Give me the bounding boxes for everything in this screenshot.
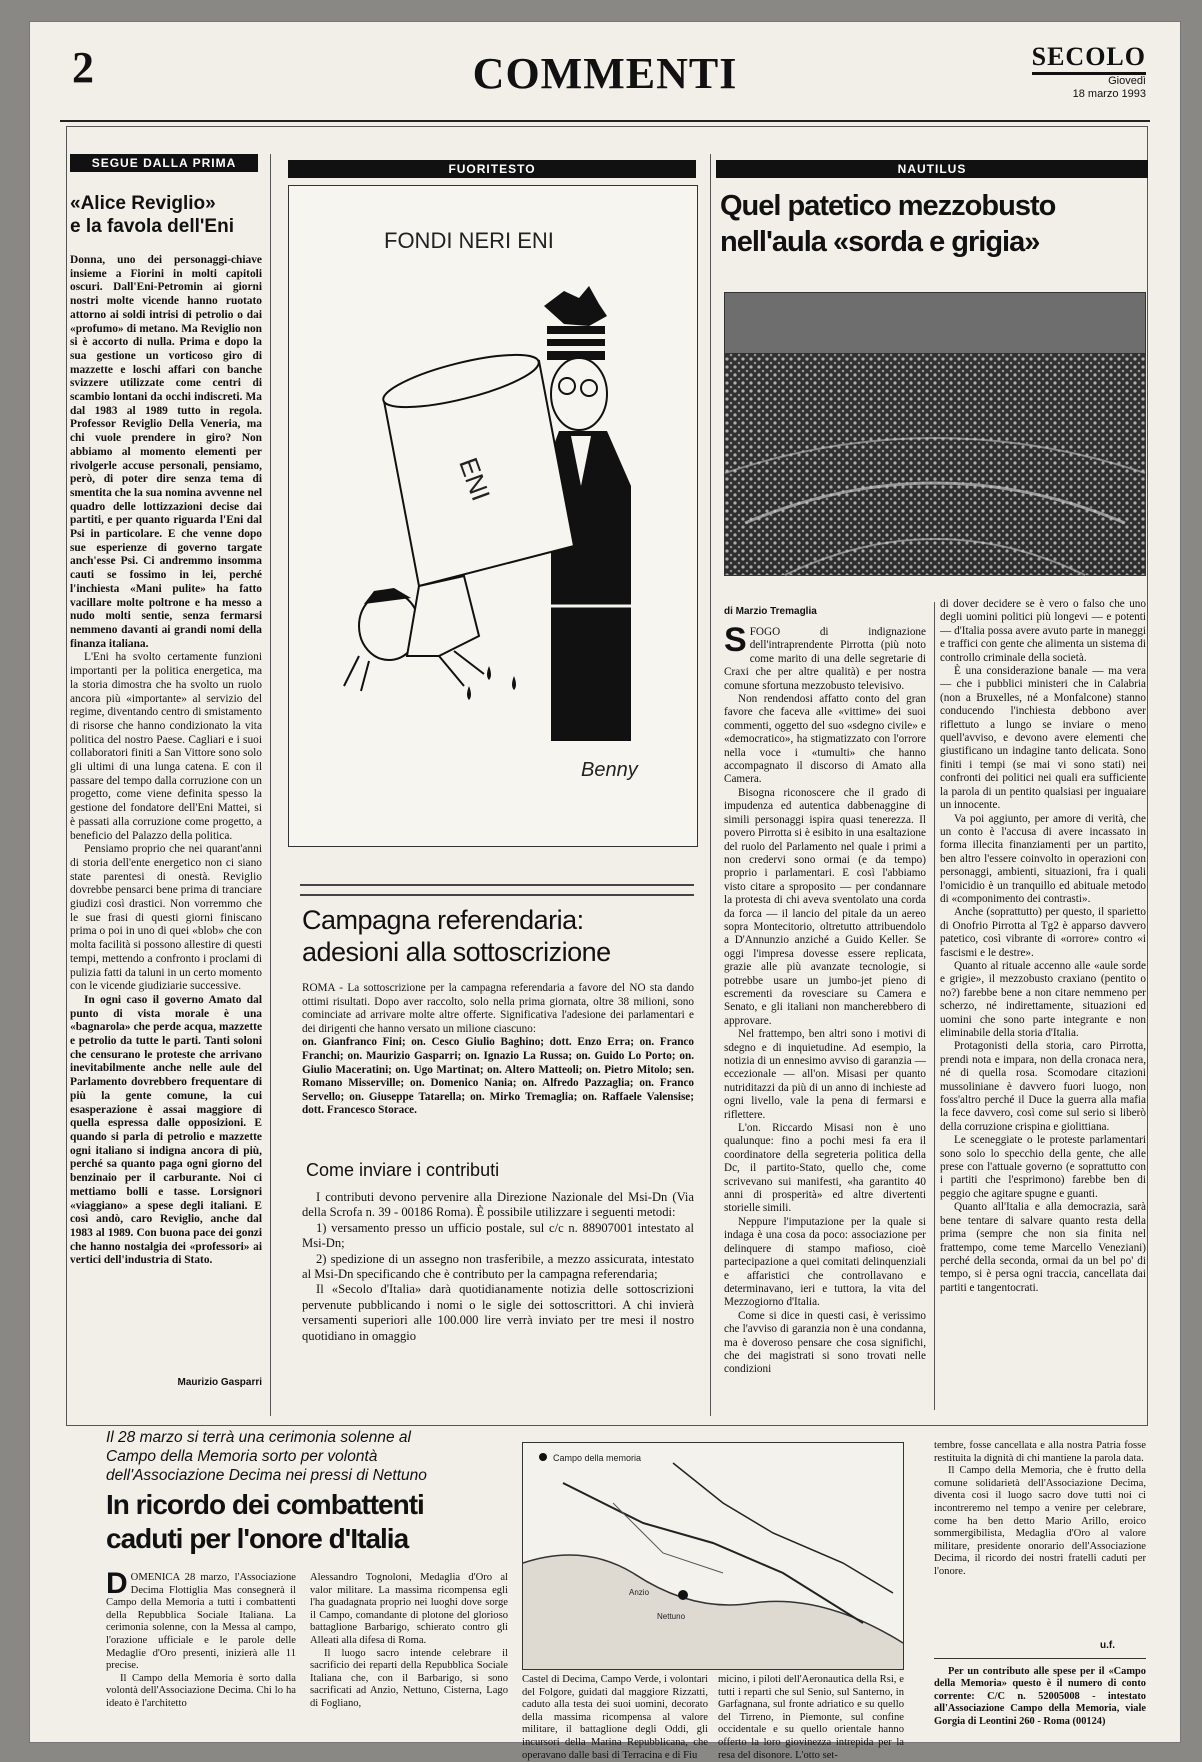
col3-paragraph: Non rendendosi affatto conto del gran favore che faceva alle «vittime» dei suoi commenti, oggetto del suo «sdegno civile» e «democratico», ha stigmatizzato con l'orrore nella voce i «tumulti» che hanno accompagnato il discorso di Amato alla Camera. [724,693,926,786]
bottom-col1 [106,1567,296,1740]
col1-paragraph: Donna, uno dei personaggi-chiave insieme a Fiorini in molti capitoli oscuri. Dall'Eni-Petromin ai giorni nostri molte vicende hanno ruotato attorno ai soldi intrisi di petrolio o dai «profumo» di metano. Ma Reviglio non si è accorto di nulla. Prima e dopo la sua gestione un vorticoso giro di mazzette e loschi affari con banche svizzere utilizzate come centri di scambio lontani da occhi indiscreti. Ma dal 1983 al 1989 tutto in regola. Professor Reviglio Della Veneria, ma chi vuole prendere in giro? Non abbiamo al momento elementi per rivolgerle accuse personali, pensiamo, però, di poter dire senza tema di smentita che la sua nomina avvenne nel quadro delle lottizzazioni decise dai partiti, e per quanto riguarda l'Eni dal Psi in particolare. E che venne dopo sue esperienze di governo targate anch'esse Psi. Ci andremmo insomma cauti se fossimo in lei, perché l'inchiesta «Mani pulite» ha fatto vacillare molte poltrone e ha messo a nudo molti sentie, senza fermarsi nemmeno davanti ai grandi nomi della finanza italiana. [70,254,262,650]
col1-headline-line2: e la favola dell'Eni [70,216,234,237]
col2-paragraph: 2) spedizione di un assegno non trasferibile, a mezzo assicurata, intestato al Msi-Dn specificando che è contributo per la campagna referendaria; [302,1251,694,1282]
bottom-paragraph [106,1567,296,1673]
bottom-paragraph: Il Campo della Memoria, che è frutto della comune solidarietà dell'Associazione Decima, diventa così il luogo sacro dove tutti noi ci incontreremo nel tempo a venire per celebrare, come ha ben detto Mario Arillo, eroico sommergibilista, Medaglia d'Oro al valore militare, presidente onorario dell'Associazione Decima, il ricordo dei nostri fratelli caduti per l'onore. [934,1465,1146,1577]
bottom-paragraph: Alessandro Tognoloni, Medaglia d'Oro al valor militare. La massima ricompensa egli l'ha guadagnata proprio nei luoghi dove sorge il Campo, comandante di plotone del glorioso battaglione Barbarigo, schierato contro gli Alleati alla difesa di Roma. [310,1572,508,1646]
cartoon-caption: FONDI NERI ENI [384,228,554,253]
header-rule [60,120,1150,122]
col2-kicker: FUORITESTO [288,160,696,178]
bottom-col4 [718,1674,904,1761]
drop-cap: D [106,1567,128,1600]
donation-text: Per un contributo alle spese per il «Campo della Memoria» questo è il numero di conto corrente: C/C n. 52005008 - intestato all'Associazione Campo della Memoria, viale Gorgia di Leontini 260 - Roma (00124) [934,1666,1146,1727]
bottom-paragraph: Il Campo della Memoria è sorto dalla volontà dell'Associazione Decima. Chi lo ha ideato è l'architetto [106,1672,296,1709]
double-rule [300,884,694,896]
map-town-label: Nettuno [657,1612,686,1621]
logo-text: SECOLO [1032,42,1146,75]
map-town-label: Anzio [629,1588,650,1597]
bottom-headline-line1: In ricordo dei combattenti [106,1489,424,1520]
bottom-col2 [310,1572,508,1740]
man-face [551,358,607,430]
col2-paragraph: I contributi devono pervenire alla Direzione Nazionale del Msi-Dn (Via della Scrofa n. 39 - 00186 Roma). È possibile utilizzare i seguenti metodi: [302,1190,694,1220]
col1-paragraph: Pensiamo proprio che nei quarant'anni di storia dell'ente energetico non ci siano state parentesi di onestà. Reviglio dovrebbe pensarci bene prima di tranciare giudizi così drastici. Non vorremmo che le sue frasi di questi giorni finiscano prima o poi in uno di quei «blob» che con molta facilità si possono allestire di questi tempi, mettendo a confronto i proclami di pulizia fatti da taluni in un certo momento con le vicende giudiziarie successive. [70,843,263,993]
col4-paragraph: Le sceneggiate o le proteste parlamentari sono solo lo specchio della gente, che alle prese con l'attuale governo (e soprattutto con i partiti che l'esprimono) farebbe ben di peggio che agitare spugne e guanti. [940,1134,1146,1200]
map-legend-label: Campo della memoria [553,1453,642,1463]
col3-headline-line2: nell'aula «sorda e grigia» [720,226,1040,258]
col3-lead-text: FOGO di indignazione dell'intraprendente Pirrotta (più noto come marito di una delle segretarie di Craxi che per altre qualità) e per nostra comune sfortuna mezzobusto televisivo. [724,626,926,692]
bottom-paragraph: micino, i piloti dell'Aeronautica della Rsi, e tutti i reparti che sul Senio, sul Santerno, in Garfagnana, sul fronte adriatico e su quello del Tirreno, in Piemonte, sul confine occidentale e su quello orientale hanno offerto la loro giovinezza intrepida per la resa del disonore. L'otto set- [718,1674,904,1761]
col2-names: on. Gianfranco Fini; on. Cesco Giulio Baghino; dott. Enzo Erra; on. Franco Franchi; on. Maurizio Gasparri; on. Ignazio La Russa; on. Guido Lo Porto; on. Giulio Maceratini; on. Ugo Martinat; on. Altero Matteoli; on. Pietro Mitolo; sen. Romano Misserville; on. Domenico Nania; on. Alfredo Pazzaglia; on. Franco Servello; on. Giuseppe Tatarella; on. Mirko Tremaglia; on. Raffaele Valensise; dott. Francesco Storace. [302,1036,694,1117]
issue-date: 18 marzo 1993 [1072,88,1146,100]
donation-rule [934,1658,1146,1659]
drop-cap: S [724,621,747,659]
col3-paragraph: Neppure l'imputazione per la quale si indaga è una cosa da poco: associazione per delinquere di stampo mafioso, cioè partecipazione a quei comitati delinquenziali e affaristici che controllavano e determinavano, ieri e tuttora, la vita del Mezzogiorno d'Italia. [724,1215,926,1309]
bottom-kicker-line: dell'Associazione Decima nei pressi di Nettuno [106,1467,427,1484]
col3-byline: di Marzio Tremaglia [724,606,817,617]
col1-kicker: SEGUE DALLA PRIMA [70,154,258,172]
col4-paragraph: Anche (soprattutto) per questo, il sparietto di Onofrio Pirrotta al Tg2 è apparso davvero patetico, così vibrante di «orrore» contro «i fascismi e le destre». [940,906,1146,959]
bottom-col5 [934,1440,1146,1638]
col4-paragraph: Quanto al rituale accenno alle «aule sorde e grigie», il mezzobusto craxiano (pentito o no?) farebbe bene a non citare nemmeno per scherzo, né indirettamente, situazioni ed uomini che sono parte integrante e non eliminabile della storia d'Italia. [940,959,1146,1039]
bottom-kicker-line: Il 28 marzo si terrà una cerimonia solenne al [106,1429,411,1446]
bottom-paragraph: Castel di Decima, Campo Verde, i volontari del Folgore, guidati dal maggiore Rizzatti, caduto alla testa dei suoi uomini, decorato della massima ricompensa al valore militare, il battaglione degli Oddi, gli incursori della Marina Repubblicana, che operavano dalle basi di Terracina e di Fiu [522,1674,708,1761]
col2-lead-paragraph: ROMA - La sottoscrizione per la campagna referendaria a favore del NO sta dando ottimi risultati. Dopo aver raccolto, solo nella prima giornata, oltre 38 milioni, sono cominciate ad arrivare molte altre offerte. Significativa l'adesione dei parlamentari e dei dirigenti che hanno versato un milione ciascuno: [302,982,694,1035]
col2-subhead: Come inviare i contributi [306,1160,500,1180]
bottom-paragraph: Il luogo sacro intende celebrare il sacrificio dei reparti della Repubblica Sociale Italiana che, con il Barbarigo, si sono sacrificati ad Anzio, Nettuno, Cisterna, Lago di Fogliano, [310,1647,508,1709]
cartoon-drawing [289,186,697,846]
bottom-kicker-line: Campo della Memoria sorto per volontà [106,1448,378,1465]
map-drawing [523,1443,903,1669]
bottom-paragraph: tembre, fosse cancellata e alla nostra Patria fosse restituita la dignità di chi mantiene la parola data. [934,1440,1146,1464]
column-divider [934,602,935,1410]
masthead-logo [1032,42,1146,101]
col3-paragraph [724,621,926,693]
col4-body [940,598,1146,1410]
col3-kicker: NAUTILUS [716,160,1148,178]
bottom-lead-text: OMENICA 28 marzo, l'Associazione Decima Flottiglia Mas consegnerà il Campo della Memoria a tutti i combattenti della Repubblica Sociale Italiana. La cerimonia solenne, con la Messa al campo, l'orazione ufficiale e le parole delle Medaglie d'Oro presenti, inizierà alle 11 precise. [106,1572,296,1672]
col2-contributi [302,1190,694,1396]
col3-paragraph: Nel frattempo, ben altri sono i motivi di sdegno e di inquietudine. Ad esempio, la notizia di un ennesimo avviso di garanzia — eccezionale — all'on. Misasi per quanto nutriditazzi da più di un anno di inchieste ad ogni livello, vale la pena di fermarsi e riflettere. [724,1028,926,1121]
bottom-headline [106,1488,516,1556]
col4-paragraph: di dover decidere se è vero o falso che uno degli uomini politici più longevi — e potenti — d'Italia possa avere avuto parte in maneggi e traffici con gente che alimenta un sistema di controllo criminale della società. [940,598,1146,664]
column-divider [270,154,271,1416]
parliament-photo-image [725,293,1145,575]
hat-stripe [547,334,605,339]
col2-paragraph: 1) versamento presso un ufficio postale, sul c/c n. 88907001 intestato al Msi-Dn; [302,1220,694,1251]
col1-paragraph: In ogni caso il governo Amato dal punto di vista morale è una «bagnarola» che perde acqua, mazzette e petrolio da tutte le parti. Tanti soloni che censurano le proteste che arrivano inevitabilmente anche nelle aule del Parlamento dovrebbero frequentare di più la gente comune, la cui esasperazione è assai maggiore di quella espressa dalle opposizioni. E quando si parla di petrolio e mazzette ogni italiano si indigna ancora di più, perché sa quanto paga ogni giorno del benzinaio per il carburante. Noi ci mettiamo bolli e tasse. Lorsignori «viaggiano» a spese degli italiani. E così andò, caro Reviglio, anche dal 1983 al 1989. Con buona pace dei gonzi che hanno nostalgia dei «professori» ai vertici dell'industria di Stato. [70,993,262,1267]
falling-figure-body [407,576,479,656]
col2-headline-line2: adesioni alla sottoscrizione [302,937,611,967]
col1-headline-line1: «Alice Reviglio» [70,193,216,214]
hat-icon [544,286,607,326]
bottom-headline-line2: caduti per l'onore d'Italia [106,1523,409,1554]
location-map [522,1442,904,1670]
col3-headline-line1: Quel patetico mezzobusto [720,190,1056,222]
section-title: COMMENTI [472,49,738,98]
column-divider [710,154,711,1416]
col3-paragraph: L'on. Riccardo Misasi non è uno qualunque: fino a pochi mesi fa era il coordinatore della segreteria politica della Dc, il partito-Stato, quello che, come scrivevano sui manifesti, «ha garantito 40 anni di prosperità» ed altre divertenti storielle simili. [724,1122,926,1215]
newspaper-page [30,22,1180,1761]
hat-band [547,326,605,360]
donation-box [934,1666,1146,1740]
col2-lead [302,982,694,1150]
photo-gallery [725,293,1145,353]
issue-day: Giovedì [1108,75,1146,87]
col4-paragraph: Va poi aggiunto, per amore di verità, che un conto è l'accusa di avere incassato in forma illecita finanziamenti per un partito, ben altro l'essere coinvolto in operazioni con personaggi, ambienti, situazioni, fra i quali l'omicidio è un tranquillo ed abituale metodo di «componimento dei contrasti». [940,812,1146,905]
cartoon-signature: Benny [581,759,638,781]
oil-drops-icon [467,666,516,700]
parliament-photo [724,292,1146,576]
col3-body [724,621,926,1410]
col3-headline [720,188,1150,260]
page-number: 2 [72,43,94,92]
col1-signature: Maurizio Gasparri [177,1377,262,1388]
bottom-kicker [106,1428,506,1485]
col2-headline-line1: Campagna referendaria: [302,905,584,935]
col4-paragraph: Quanto all'Italia e alla democrazia, sarà bene tentare di salvare quanto resta della prima (sempre che non sia finita nel frattempo, come teme Marcello Veneziani) perché della seconda, ormai da un bel po' di tempo, si è persa ogni traccia, cancellata dai partiti e tangentocrati. [940,1201,1146,1294]
barrel-label: ENI [453,453,497,505]
photo-crowd [725,353,1145,575]
col2-headline [302,904,702,968]
col3-paragraph: Bisogna riconoscere che il grado di impudenza ed autentica dabbenaggine di simili personaggi ispira quasi tenerezza. Il povero Pirrotta si è esibito in una esaltazione del ruolo del Parlamento nel quale i primi a non credervi sono ormai (e da tempo) proprio i parlamentari. E così l'abbiamo visto citare a sproposito — per condannare la protesta di chi aveva sventolato una corda da forca — il lancio del pitale da un aereo sopra Montecitorio, oltretutto attribuendolo a D'Annunzio anziché a Guido Keller. Se oggi l'impresa dovesse essere replicata, grazie alle più avanzate tecnologie, si potrebbe usare un jumbo-jet pieno di escrementi da rovesciare su Camera e Senato, e gli italiani non mancherebbero di approvare. [724,786,926,1027]
bottom-initials: u.f. [1100,1640,1115,1651]
col3-paragraph: Come si dice in questi casi, è verissimo che l'avviso di garanzia non è una condanna, ma è doveroso pensare che cosa significhi, che dei magistrati si sono trovati nelle condizioni [724,1309,926,1376]
col4-paragraph: È una considerazione banale — ma vera — che i pubblici ministeri che in Calabria (non a Bruxelles, né a Monfalcone) stanno conducendo l'inchiesta debbono aver riflettuto a lungo se inviare o meno quell'avviso, e devono avere elementi che giustificano un indagine tanto delicata. Sono finiti i tempi (se mai vi sono stati) nei confronti dei politici nei quali era sufficiente la parola di un pentito qualsiasi per inguaiare un innocente. [940,665,1146,812]
col1-body [70,254,262,1372]
hat-stripe [547,346,605,351]
map-marker-icon [678,1590,688,1600]
bottom-col3 [522,1674,708,1761]
cartoon [288,185,698,847]
col1-headline [70,192,265,238]
col1-paragraph: L'Eni ha svolto certamente funzioni importanti per la politica energetica, ma la storia dimostra che ha svolto un ruolo ancora più «importante» al servizio del regime, diventando centro di smistamento di risorse che hanno condizionato la vita politica del nostro Paese. Cagliari e i suoi collaboratori finiti a San Vittore sono solo gli ultimi di una lunga catena. E con il passare del tempo dalla corruzione con un progetto, come viene definita spesso la gestione del fondatore dell'Eni Mattei, si è passati alla corruzione come progetto, a beneficio del Palazzo della politica. [70,651,262,842]
map-marker-icon [539,1453,547,1461]
col2-paragraph: Il «Secolo d'Italia» darà quotidianamente notizia delle sottoscrizioni pervenute pubblicando i nomi o le sigle dei sottoscrittori. A chi invierà versamenti superiori alle 100.000 lire verrà inviato per tre mesi il nostro quotidiano in omaggio [302,1282,694,1343]
col4-paragraph: Protagonisti della storia, caro Pirrotta, prendi nota e impara, non della cronaca nera, né di quella rosa. Scomodare citazioni mussoliniane è davvero fuori luogo, non foss'altro perché il Duce la guerra alla mafia la fece davvero, così come sul serio si liberò della corruzione crispina e giolittiana. [940,1040,1146,1133]
